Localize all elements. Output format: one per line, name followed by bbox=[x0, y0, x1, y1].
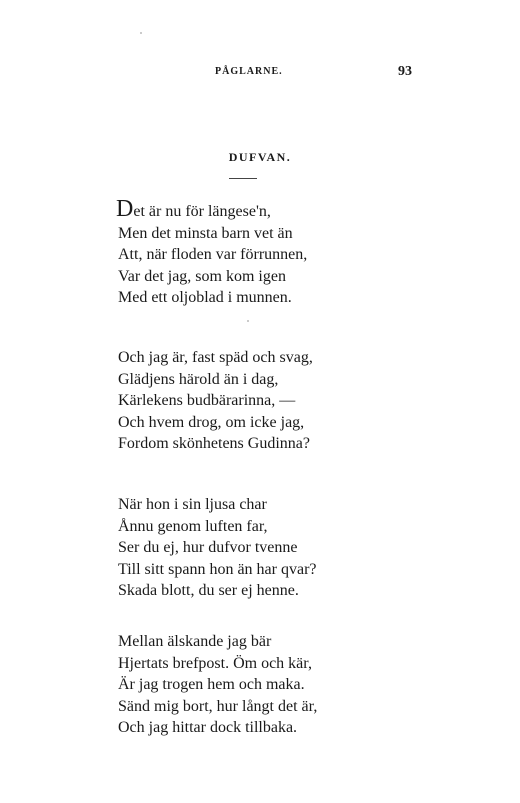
poem-line: När hon i sin ljusa char bbox=[118, 496, 267, 513]
paper-speck bbox=[247, 320, 249, 322]
poem-line: Kärlekens budbärarinna, — bbox=[118, 392, 296, 409]
poem-line: Men det minsta barn vet än bbox=[118, 224, 293, 242]
poem-line: Sänd mig bort, hur långt det är, bbox=[118, 697, 318, 715]
poem-title: DUFVAN. bbox=[228, 150, 292, 164]
poem-line: Hjertats brefpost. Öm och kär, bbox=[118, 654, 312, 672]
poem-line: Med ett oljoblad i munnen. bbox=[118, 289, 292, 306]
poem-line: Är jag trogen hem och maka. bbox=[118, 676, 305, 693]
running-title: PÅGLARNE. bbox=[215, 66, 283, 77]
page-number: 93 bbox=[398, 64, 412, 79]
poem-line: Skada blott, du ser ej henne. bbox=[118, 582, 299, 599]
drop-cap-initial: D bbox=[116, 196, 134, 222]
running-head bbox=[0, 66, 520, 82]
stanza-4 bbox=[118, 631, 418, 739]
poem-line: Att, när floden var förrunnen, bbox=[118, 246, 308, 263]
poem-line: Fordom skönhetens Gudinna? bbox=[118, 435, 310, 452]
poem-line: Glädjens härold än i dag, bbox=[118, 370, 279, 388]
first-line-text: et är nu för längese'n, bbox=[133, 203, 271, 220]
poem-line: Och jag är, fast späd och svag, bbox=[118, 349, 313, 366]
paper-speck bbox=[140, 32, 142, 34]
poem-line: Mellan älskande jag bär bbox=[118, 633, 272, 650]
title-rule bbox=[229, 178, 257, 179]
poem-line: Ånnu genom luften far, bbox=[118, 517, 268, 535]
poem-line: Var det jag, som kom igen bbox=[118, 267, 286, 285]
stanza-3 bbox=[118, 494, 418, 602]
poem-line: Och hvem drog, om icke jag, bbox=[118, 413, 305, 431]
stanza-2 bbox=[118, 347, 418, 455]
poem-line: Till sitt spann hon än har qvar? bbox=[118, 560, 317, 578]
poem-line bbox=[116, 196, 418, 223]
poem-line: Och jag hittar dock tillbaka. bbox=[118, 719, 298, 736]
stanza-1 bbox=[116, 196, 418, 309]
poem-line: Ser du ej, hur dufvor tvenne bbox=[118, 539, 298, 556]
